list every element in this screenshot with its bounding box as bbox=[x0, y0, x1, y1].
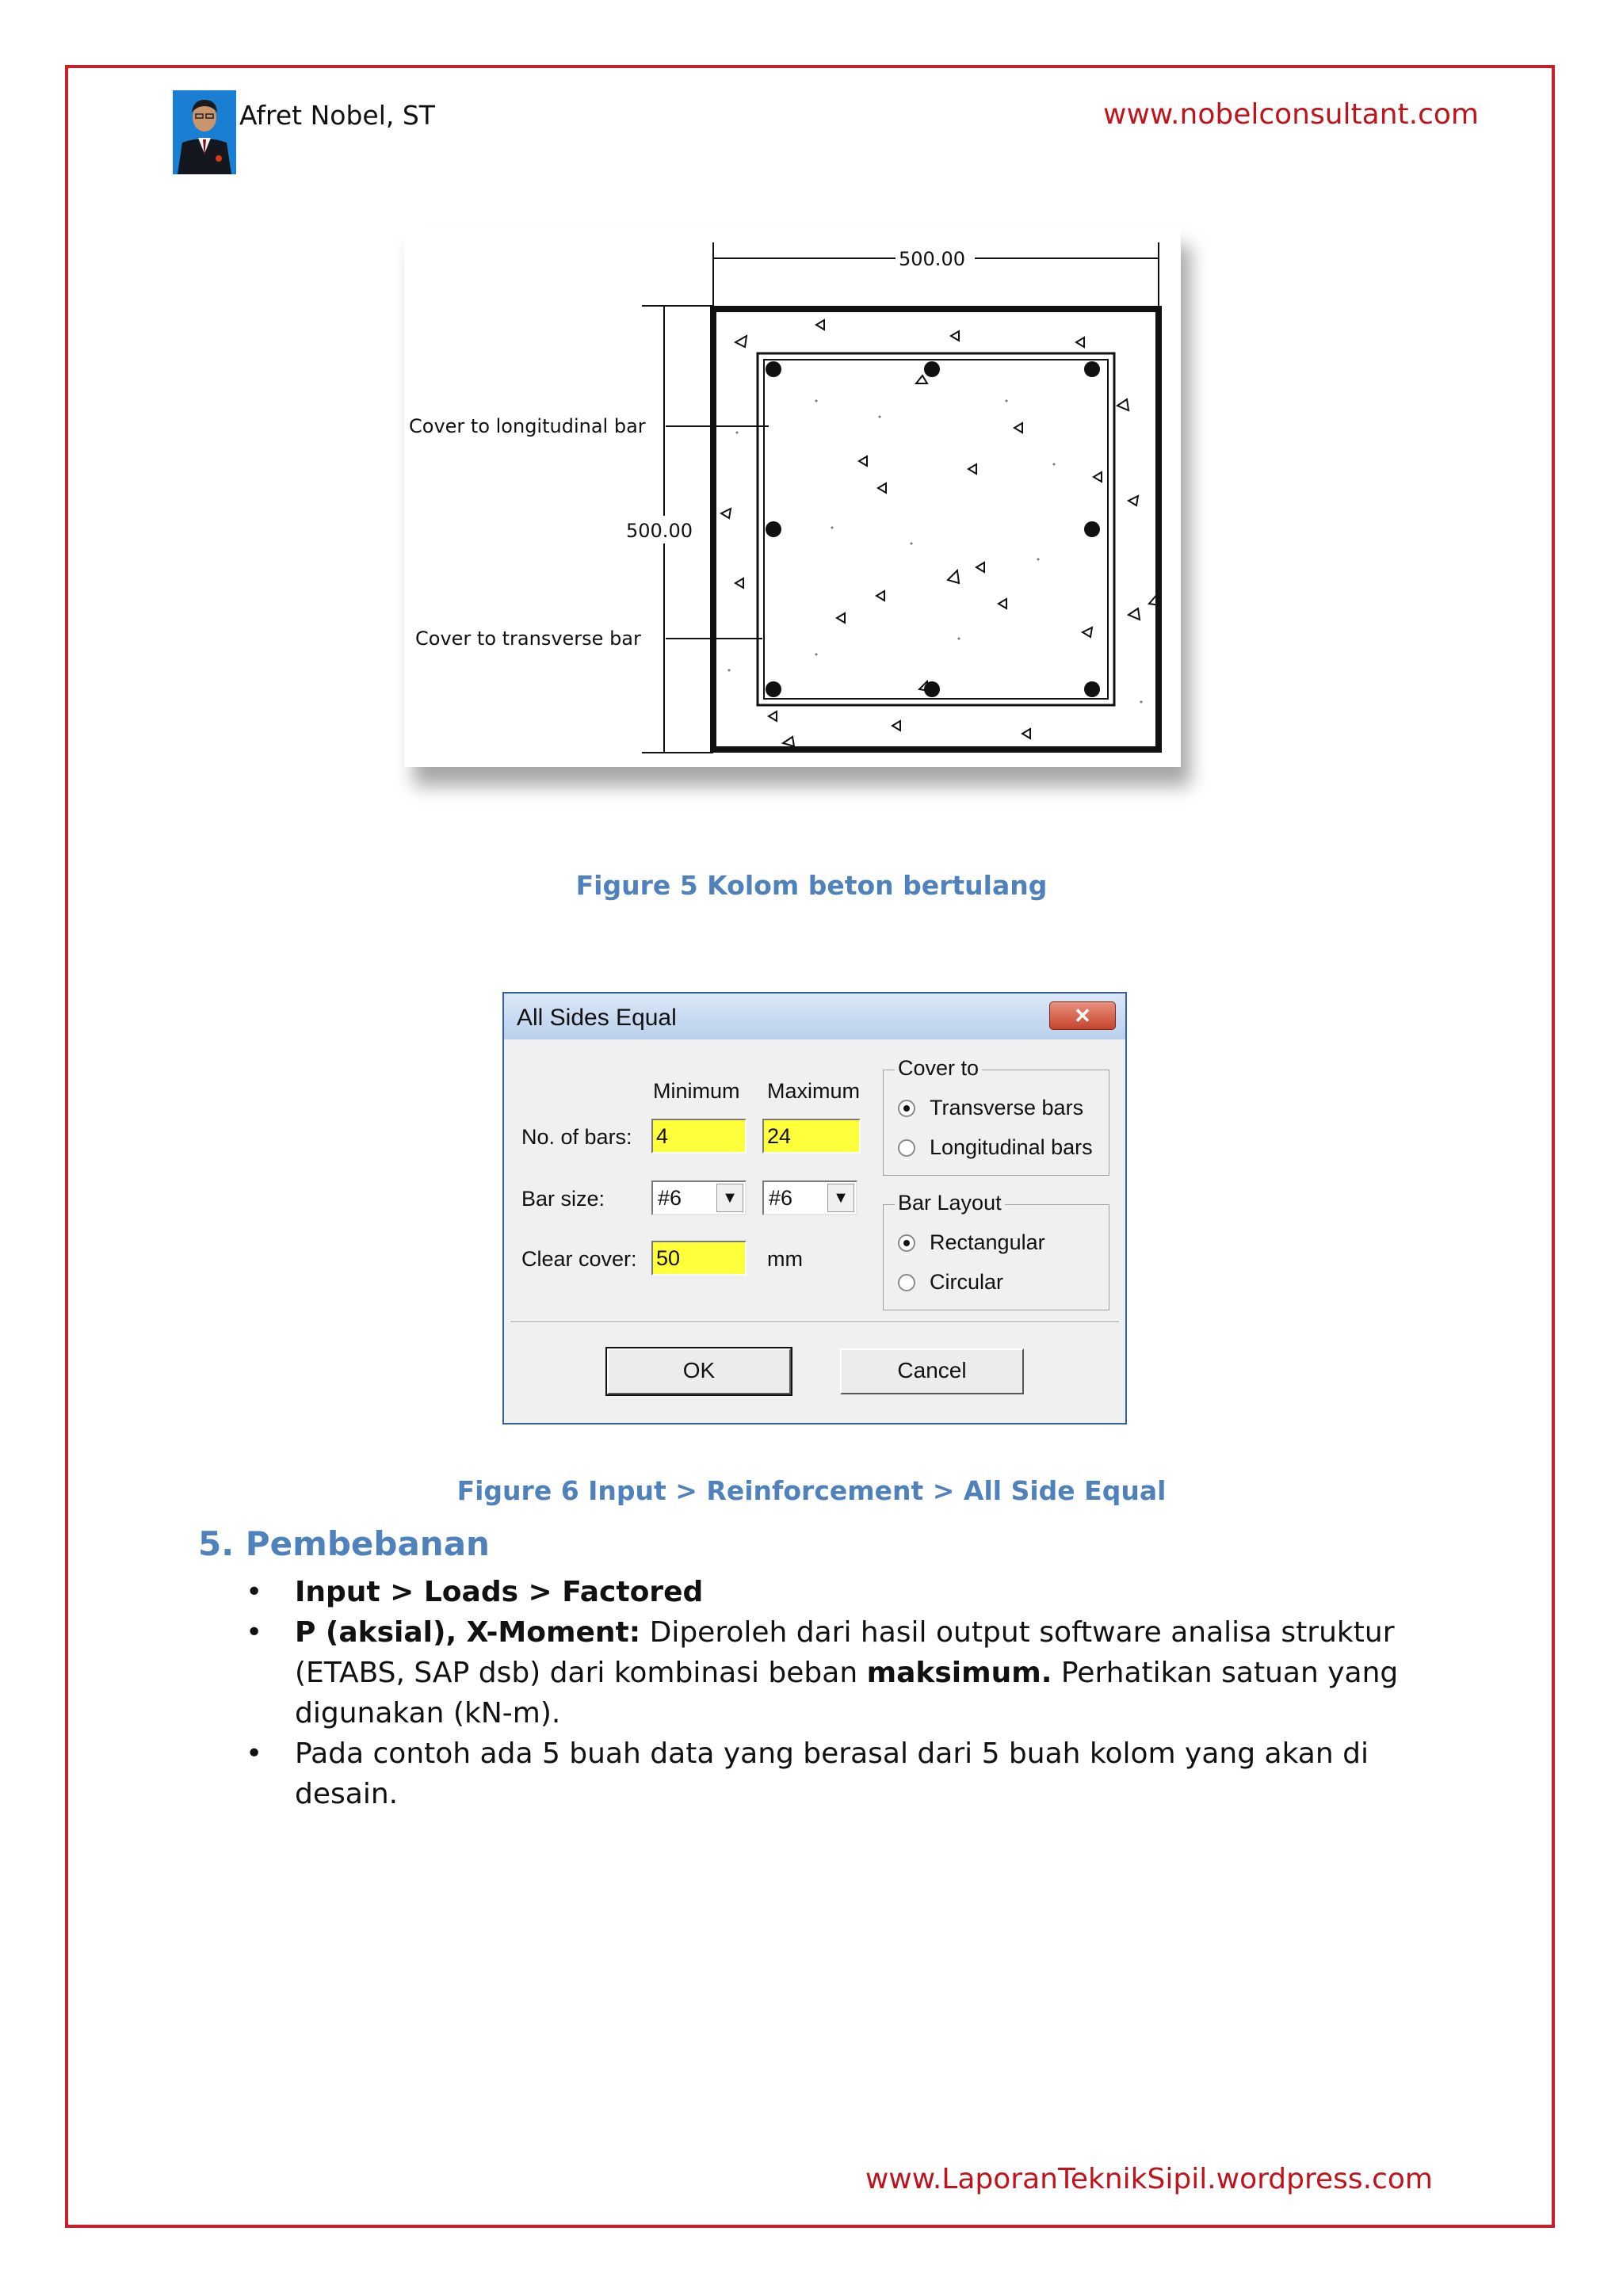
footer-website-link[interactable]: www.LaporanTeknikSipil.wordpress.com bbox=[865, 2163, 1433, 2195]
no-of-bars-min-input[interactable]: 4 bbox=[651, 1119, 747, 1154]
clear-cover-unit: mm bbox=[767, 1247, 803, 1271]
ok-button[interactable]: OK bbox=[607, 1348, 791, 1394]
minimum-column-label: Minimum bbox=[653, 1079, 740, 1103]
radio-selected-icon[interactable] bbox=[898, 1234, 915, 1252]
dialog-title: All Sides Equal bbox=[517, 1005, 677, 1031]
bar-layout-group-title: Bar Layout bbox=[895, 1191, 1005, 1215]
radio-circular[interactable]: Circular bbox=[898, 1270, 1003, 1295]
bar-size-max-select[interactable] bbox=[762, 1180, 857, 1215]
dim-top-label: 500.00 bbox=[899, 248, 965, 270]
close-icon[interactable]: ✕ bbox=[1049, 1001, 1116, 1030]
label-cover-longitudinal: Cover to longitudinal bar bbox=[409, 415, 646, 437]
list-item: • P (aksial), X-Moment: Diperoleh dari hasil output software analisa struktur (ETABS, SAP dsb) dari kombinasi beban maksimum. Perhatikan satuan yang digunakan (kN-m). bbox=[246, 1612, 1434, 1733]
radio-transverse-bars[interactable]: Transverse bars bbox=[898, 1096, 1083, 1120]
section-heading: 5. Pembebanan bbox=[198, 1524, 490, 1563]
no-of-bars-label: No. of bars: bbox=[521, 1125, 632, 1149]
bar-size-max-value: #6 bbox=[769, 1186, 793, 1210]
figure5-caption: Figure 5 Kolom beton bertulang bbox=[575, 870, 1048, 901]
author-photo bbox=[173, 90, 236, 174]
cover-to-group bbox=[883, 1056, 1109, 1176]
figure6-caption: Figure 6 Input > Reinforcement > All Side Equal bbox=[456, 1475, 1167, 1506]
dialog-separator bbox=[510, 1322, 1119, 1323]
label-cover-transverse: Cover to transverse bar bbox=[415, 627, 641, 650]
list-item: • Input > Loads > Factored bbox=[246, 1572, 1434, 1612]
all-sides-equal-dialog bbox=[502, 992, 1127, 1425]
clear-cover-input[interactable]: 50 bbox=[651, 1241, 747, 1276]
radio-unselected-icon[interactable] bbox=[898, 1139, 915, 1157]
radio-selected-icon[interactable] bbox=[898, 1100, 915, 1117]
chevron-down-icon[interactable]: ▼ bbox=[716, 1184, 743, 1212]
bar-layout-group bbox=[883, 1191, 1109, 1310]
author-name: Afret Nobel, ST bbox=[239, 100, 435, 131]
dialog-titlebar[interactable] bbox=[504, 994, 1125, 1039]
radio-rectangular[interactable]: Rectangular bbox=[898, 1230, 1045, 1255]
bar-size-min-value: #6 bbox=[658, 1186, 682, 1210]
dim-left-label: 500.00 bbox=[626, 520, 693, 542]
section-bullets bbox=[246, 1572, 1434, 1814]
chevron-down-icon[interactable]: ▼ bbox=[827, 1184, 854, 1212]
maximum-column-label: Maximum bbox=[767, 1079, 861, 1103]
column-section-figure bbox=[404, 227, 1181, 767]
clear-cover-label: Clear cover: bbox=[521, 1247, 637, 1271]
cover-to-group-title: Cover to bbox=[895, 1056, 982, 1081]
bar-size-min-select[interactable] bbox=[651, 1180, 747, 1215]
radio-longitudinal-bars[interactable]: Longitudinal bars bbox=[898, 1135, 1093, 1160]
no-of-bars-max-input[interactable]: 24 bbox=[762, 1119, 861, 1154]
cancel-button[interactable]: Cancel bbox=[840, 1348, 1024, 1394]
bar-size-label: Bar size: bbox=[521, 1187, 605, 1211]
list-item: • Pada contoh ada 5 buah data yang berasal dari 5 buah kolom yang akan di desain. bbox=[246, 1733, 1434, 1814]
radio-unselected-icon[interactable] bbox=[898, 1274, 915, 1291]
header-website-link[interactable]: www.nobelconsultant.com bbox=[1103, 98, 1479, 131]
